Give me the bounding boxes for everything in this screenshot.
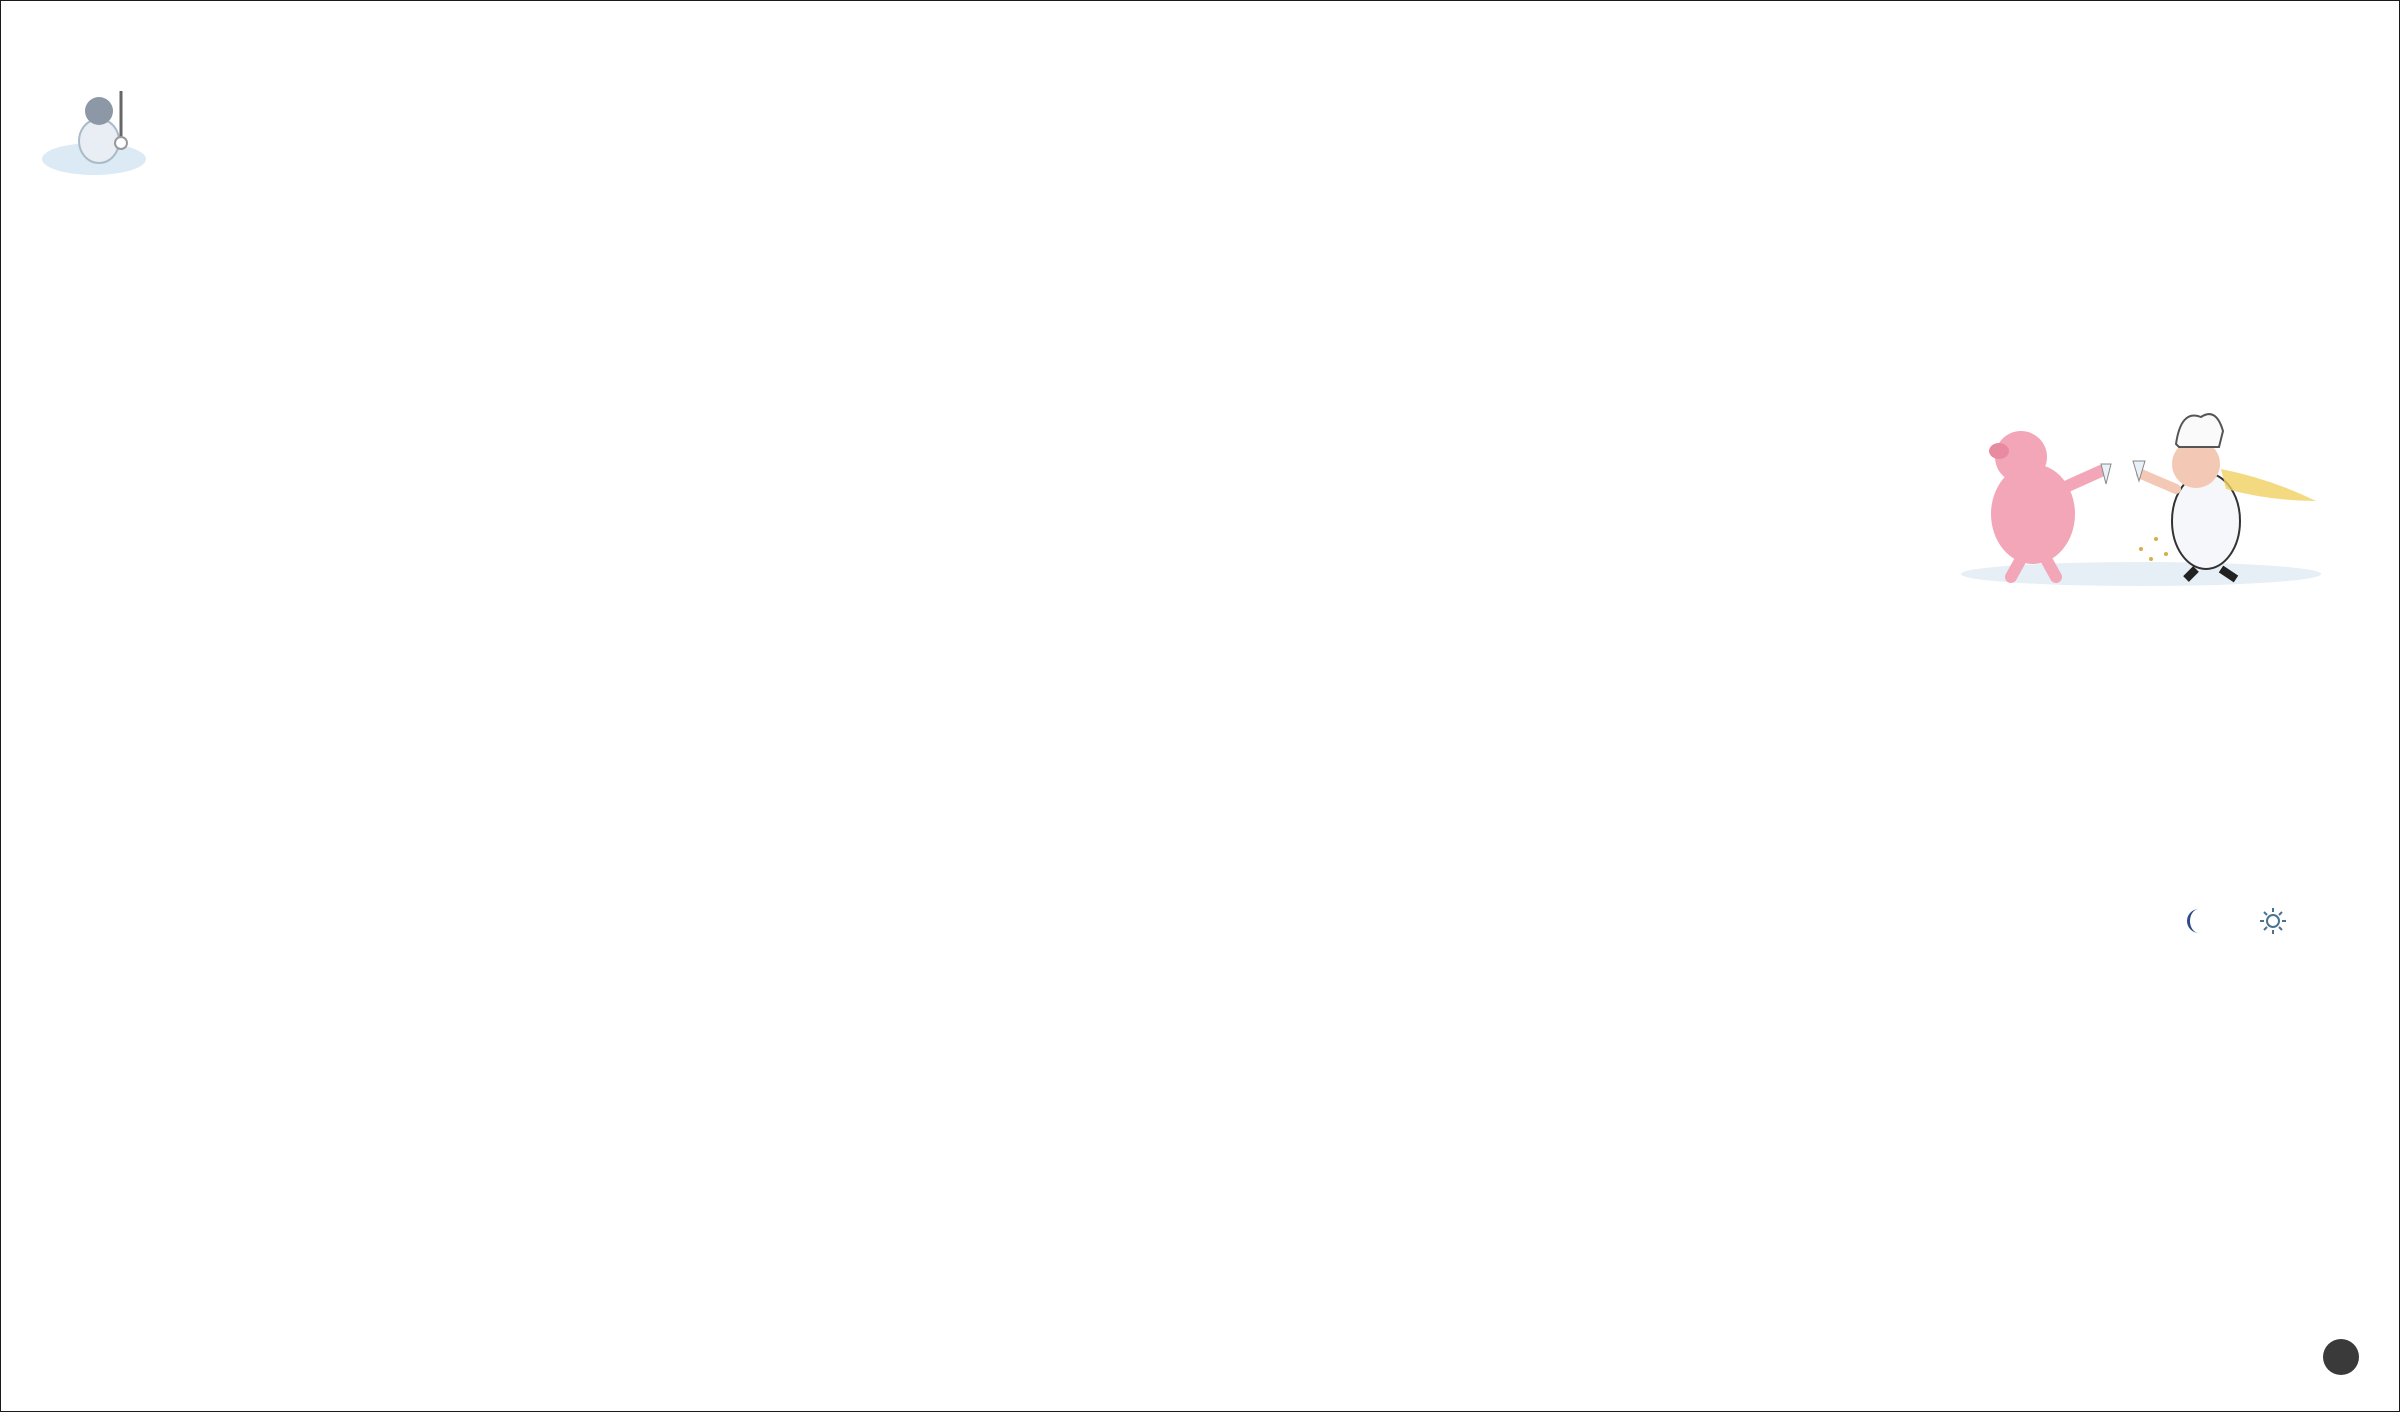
snowman-illustration	[39, 81, 149, 181]
publisher-logo	[2323, 1339, 2359, 1375]
moon-sun-info	[2181, 901, 2321, 941]
spiral-binding	[1, 619, 2399, 779]
sun-icon	[2259, 907, 2287, 935]
moon-icon	[2181, 907, 2207, 935]
pigs-toasting-illustration	[1951, 409, 2331, 589]
